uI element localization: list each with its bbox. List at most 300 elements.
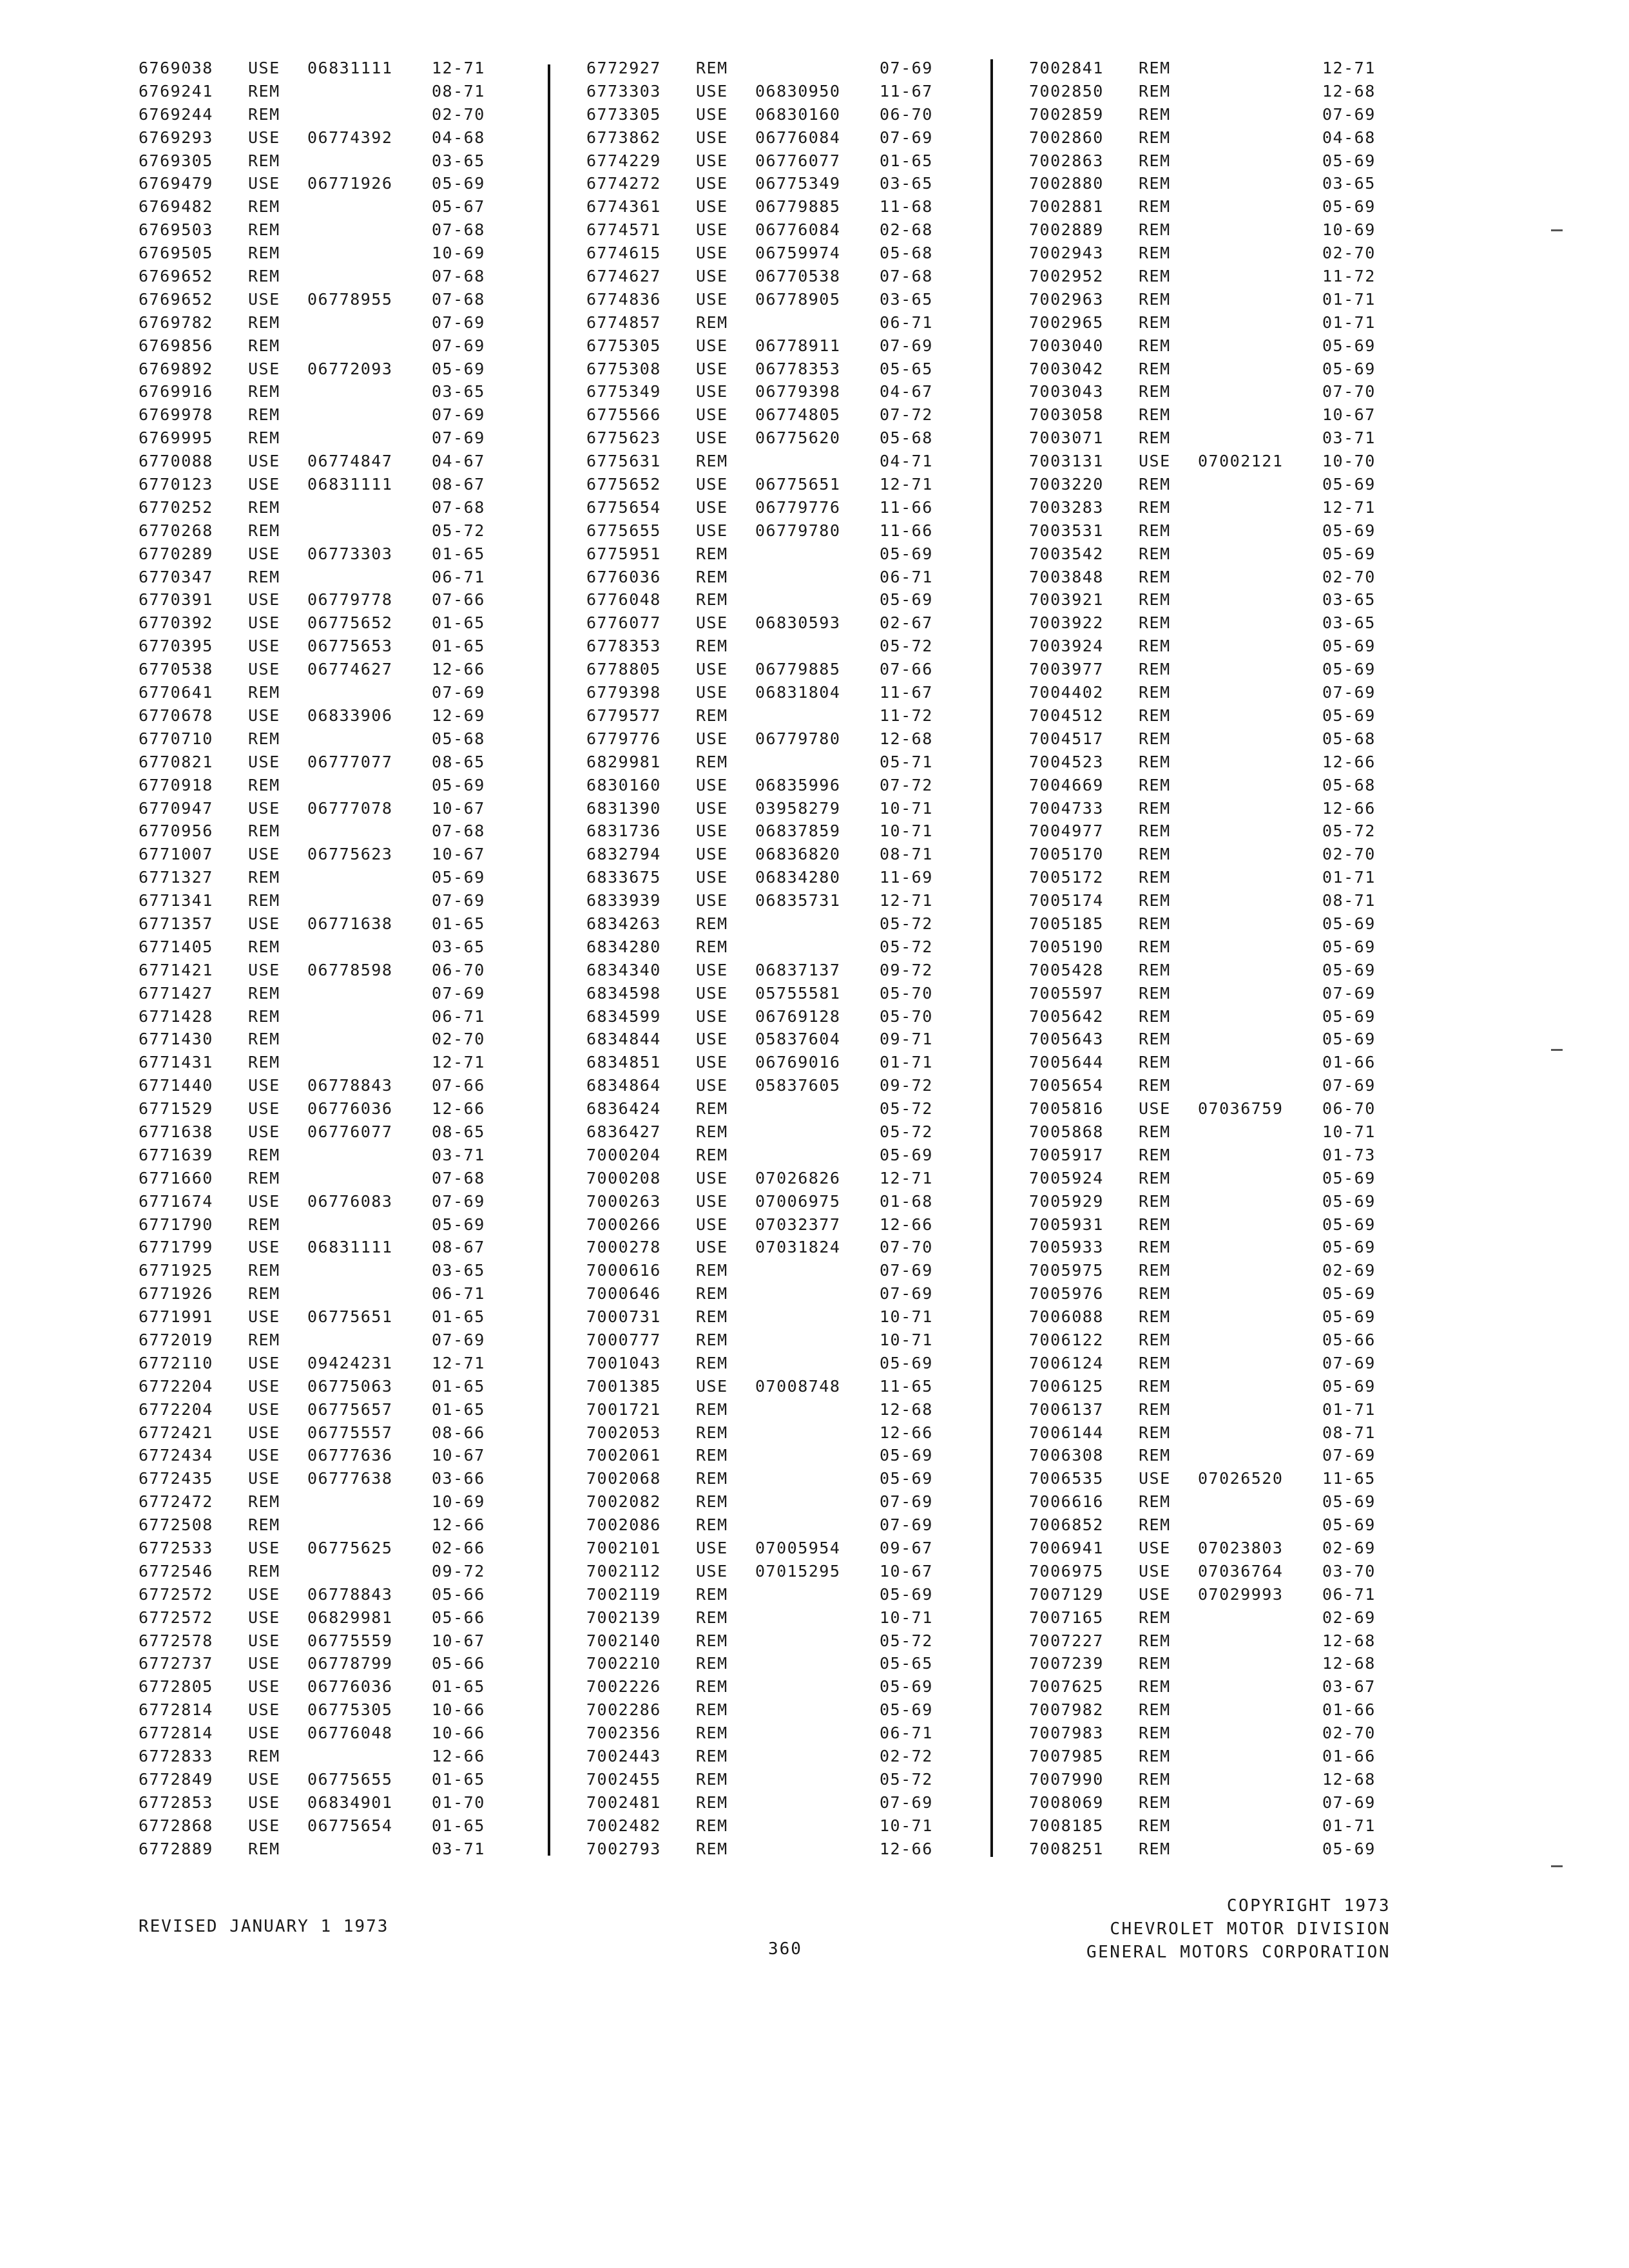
part-number: 6772814 (139, 1724, 213, 1743)
replacement-part-number: 06775625 (307, 1539, 393, 1557)
effective-date: 05-72 (880, 937, 933, 956)
effective-date: 05-69 (1322, 1839, 1376, 1858)
part-entry-row (139, 866, 583, 889)
part-entry-row (139, 936, 583, 959)
effective-date: 03-66 (432, 1469, 485, 1488)
part-number: 6770347 (139, 567, 213, 586)
action-code: REM (248, 983, 280, 1003)
part-number: 7003542 (1029, 544, 1104, 563)
effective-date: 07-69 (880, 1792, 933, 1812)
replacement-part-number: 07029993 (1198, 1584, 1284, 1604)
effective-date: 07-68 (432, 267, 485, 286)
part-number: 7005428 (1029, 960, 1104, 979)
effective-date: 10-66 (432, 1724, 485, 1743)
part-number: 6771430 (139, 1030, 213, 1049)
part-number: 7000208 (586, 1168, 661, 1187)
action-code: USE (696, 475, 728, 494)
part-number: 6775566 (586, 405, 661, 425)
effective-date: 05-69 (1322, 521, 1376, 540)
effective-date: 05-69 (1322, 706, 1376, 725)
part-number: 6778805 (586, 660, 661, 679)
part-entry-row (586, 380, 1031, 403)
part-number: 6770538 (139, 660, 213, 679)
part-number: 7006144 (1029, 1423, 1104, 1442)
effective-date: 09-72 (880, 960, 933, 979)
part-entry-row (586, 889, 1031, 912)
action-code: REM (248, 497, 280, 517)
effective-date: 05-69 (1322, 359, 1376, 378)
part-entry-row (139, 1213, 583, 1236)
part-number: 7003040 (1029, 336, 1104, 355)
part-entry-row (586, 1213, 1031, 1236)
part-number: 7001043 (586, 1353, 661, 1372)
action-code: REM (1139, 267, 1171, 286)
part-number: 6833675 (586, 868, 661, 887)
part-number: 6773862 (586, 128, 661, 147)
effective-date: 12-68 (1322, 1631, 1376, 1650)
part-entry-row (586, 866, 1031, 889)
action-code: REM (1139, 428, 1171, 448)
action-code: USE (248, 475, 280, 494)
part-number: 7002860 (1029, 128, 1104, 147)
action-code: USE (248, 544, 280, 563)
replacement-part-number: 07032377 (755, 1215, 841, 1234)
part-entry-row (139, 1583, 583, 1606)
action-code: USE (696, 891, 728, 910)
part-number: 6779577 (586, 706, 661, 725)
action-code: REM (696, 1584, 728, 1604)
part-number: 7002952 (1029, 267, 1104, 286)
part-number: 7002481 (586, 1792, 661, 1812)
effective-date: 05-69 (1322, 1030, 1376, 1049)
effective-date: 05-69 (1322, 1492, 1376, 1512)
part-entry-row (139, 797, 583, 820)
part-entry-row (586, 774, 1031, 797)
part-entry-row (586, 1560, 1031, 1583)
effective-date: 01-70 (432, 1792, 485, 1812)
part-entry-row (586, 681, 1031, 704)
effective-date: 10-67 (432, 798, 485, 818)
part-number: 7002963 (1029, 289, 1104, 309)
action-code: USE (248, 1191, 280, 1211)
effective-date: 02-69 (1322, 1261, 1376, 1280)
effective-date: 02-69 (1322, 1539, 1376, 1557)
effective-date: 06-71 (1322, 1584, 1376, 1604)
effective-date: 10-69 (1322, 220, 1376, 240)
effective-date: 10-67 (432, 1446, 485, 1465)
part-number: 7003977 (1029, 660, 1104, 679)
part-entry-row (586, 635, 1031, 658)
effective-date: 05-69 (880, 544, 933, 563)
replacement-part-number: 07002121 (1198, 452, 1284, 471)
part-entry-row (586, 334, 1031, 358)
part-number: 6834851 (586, 1053, 661, 1072)
effective-date: 11-69 (880, 868, 933, 887)
part-entry-row (139, 1629, 583, 1653)
part-number: 7007239 (1029, 1654, 1104, 1673)
part-number: 6774615 (586, 244, 661, 263)
action-code: REM (1139, 521, 1171, 540)
action-code: USE (696, 983, 728, 1003)
action-code: USE (696, 845, 728, 864)
part-entry-row (1029, 635, 1474, 658)
effective-date: 07-69 (1322, 683, 1376, 702)
action-code: REM (696, 1353, 728, 1372)
part-entry-row (139, 543, 583, 566)
action-code: USE (248, 1584, 280, 1604)
parts-column-2 (586, 57, 1031, 1860)
part-entry-row (586, 1398, 1031, 1421)
part-number: 7003058 (1029, 405, 1104, 425)
action-code: USE (248, 960, 280, 979)
effective-date: 05-69 (1322, 637, 1376, 656)
effective-date: 03-65 (880, 174, 933, 193)
part-number: 6769293 (139, 128, 213, 147)
action-code: REM (248, 220, 280, 240)
replacement-part-number: 06835731 (755, 891, 841, 910)
part-entry-row (1029, 1444, 1474, 1467)
effective-date: 05-69 (880, 590, 933, 610)
part-entry-row (586, 982, 1031, 1005)
parts-column-1 (139, 57, 583, 1860)
part-entry-row (1029, 936, 1474, 959)
part-number: 6769038 (139, 59, 213, 77)
action-code: USE (696, 1168, 728, 1187)
effective-date: 05-69 (1322, 937, 1376, 956)
effective-date: 07-69 (880, 1515, 933, 1535)
part-number: 6772849 (139, 1769, 213, 1789)
effective-date: 11-67 (880, 683, 933, 702)
part-entry-row (139, 1305, 583, 1329)
part-number: 7005816 (1029, 1099, 1104, 1119)
action-code: USE (696, 81, 728, 101)
effective-date: 07-68 (432, 497, 485, 517)
part-number: 7002863 (1029, 151, 1104, 170)
action-code: USE (1139, 1539, 1171, 1557)
part-entry-row (586, 149, 1031, 173)
action-code: REM (1139, 868, 1171, 887)
replacement-part-number: 06831804 (755, 683, 841, 702)
action-code: USE (248, 289, 280, 309)
action-code: REM (1139, 1816, 1171, 1835)
part-entry-row (1029, 1190, 1474, 1213)
replacement-part-number: 06775559 (307, 1631, 393, 1650)
effective-date: 10-71 (880, 798, 933, 818)
part-number: 6771799 (139, 1238, 213, 1257)
part-number: 6770947 (139, 798, 213, 818)
effective-date: 05-72 (880, 914, 933, 933)
part-number: 6773305 (586, 104, 661, 124)
replacement-part-number: 06830950 (755, 81, 841, 101)
action-code: REM (696, 1492, 728, 1512)
part-entry-row (1029, 1213, 1474, 1236)
effective-date: 11-72 (1322, 267, 1376, 286)
part-number: 7005642 (1029, 1006, 1104, 1026)
action-code: REM (1139, 1376, 1171, 1396)
replacement-part-number: 06774627 (307, 660, 393, 679)
effective-date: 07-70 (1322, 382, 1376, 401)
action-code: USE (248, 1076, 280, 1095)
action-code: USE (248, 613, 280, 633)
part-entry-row (139, 1490, 583, 1514)
part-number: 6775623 (586, 428, 661, 448)
part-number: 6771440 (139, 1076, 213, 1095)
replacement-part-number: 07036764 (1198, 1561, 1284, 1581)
part-number: 7002086 (586, 1515, 661, 1535)
action-code: REM (1139, 1238, 1171, 1257)
part-entry-row (139, 1167, 583, 1190)
part-number: 7002226 (586, 1677, 661, 1696)
part-number: 7004512 (1029, 706, 1104, 725)
action-code: USE (248, 798, 280, 818)
part-number: 6830160 (586, 775, 661, 794)
part-entry-row (139, 1282, 583, 1305)
part-entry-row (139, 1375, 583, 1398)
action-code: REM (696, 1839, 728, 1858)
part-entry-row (586, 1005, 1031, 1028)
action-code: REM (1139, 1215, 1171, 1234)
part-number: 7004517 (1029, 729, 1104, 748)
part-entry-row (1029, 751, 1474, 774)
part-entry-row (139, 1421, 583, 1445)
part-number: 7006124 (1029, 1353, 1104, 1372)
action-code: REM (248, 405, 280, 425)
action-code: USE (248, 1792, 280, 1812)
effective-date: 05-70 (880, 1006, 933, 1026)
part-number: 7000278 (586, 1238, 661, 1257)
part-entry-row (586, 1074, 1031, 1097)
part-number: 7002068 (586, 1469, 661, 1488)
part-entry-row (586, 1282, 1031, 1305)
part-number: 6771991 (139, 1307, 213, 1327)
part-number: 6774857 (586, 312, 661, 332)
action-code: REM (696, 1399, 728, 1419)
part-entry-row (1029, 912, 1474, 936)
part-entry-row (1029, 611, 1474, 635)
page-number: 360 (768, 1939, 802, 1959)
effective-date: 01-65 (880, 151, 933, 170)
part-entry-row (1029, 1768, 1474, 1791)
action-code: REM (696, 914, 728, 933)
margin-mark (1551, 1049, 1563, 1051)
part-number: 6773303 (586, 81, 661, 101)
part-number: 7002053 (586, 1423, 661, 1442)
action-code: REM (248, 775, 280, 794)
effective-date: 05-69 (1322, 1215, 1376, 1234)
action-code: USE (248, 914, 280, 933)
part-entry-row (139, 126, 583, 149)
action-code: REM (248, 1561, 280, 1581)
action-code: USE (248, 706, 280, 725)
part-entry-row (586, 1190, 1031, 1213)
part-number: 6774627 (586, 267, 661, 286)
part-number: 7002443 (586, 1747, 661, 1766)
part-entry-row (1029, 1722, 1474, 1745)
effective-date: 05-69 (1322, 1515, 1376, 1535)
effective-date: 01-71 (1322, 1816, 1376, 1835)
part-entry-row (586, 1352, 1031, 1375)
part-number: 6770710 (139, 729, 213, 748)
effective-date: 05-65 (880, 1654, 933, 1673)
effective-date: 02-67 (880, 613, 933, 633)
replacement-part-number: 06776083 (307, 1191, 393, 1211)
part-number: 6778353 (586, 637, 661, 656)
action-code: REM (1139, 1399, 1171, 1419)
effective-date: 05-70 (880, 983, 933, 1003)
action-code: REM (696, 1654, 728, 1673)
action-code: USE (248, 590, 280, 610)
part-entry-row (586, 450, 1031, 473)
part-number: 7005654 (1029, 1076, 1104, 1095)
replacement-part-number: 06775063 (307, 1376, 393, 1396)
part-entry-row (139, 820, 583, 843)
part-number: 6772546 (139, 1561, 213, 1581)
effective-date: 08-71 (1322, 891, 1376, 910)
replacement-part-number: 06776036 (307, 1677, 393, 1696)
action-code: USE (248, 1654, 280, 1673)
effective-date: 05-69 (880, 1700, 933, 1720)
part-number: 7000204 (586, 1145, 661, 1164)
part-number: 7006941 (1029, 1539, 1104, 1557)
action-code: REM (1139, 1330, 1171, 1349)
part-entry-row (586, 1490, 1031, 1514)
part-entry-row (139, 681, 583, 704)
effective-date: 07-69 (1322, 983, 1376, 1003)
action-code: USE (696, 336, 728, 355)
part-entry-row (1029, 334, 1474, 358)
replacement-part-number: 07008748 (755, 1376, 841, 1396)
effective-date: 05-69 (1322, 544, 1376, 563)
effective-date: 05-72 (880, 1631, 933, 1650)
effective-date: 10-71 (880, 1307, 933, 1327)
action-code: USE (696, 822, 728, 841)
effective-date: 07-69 (432, 683, 485, 702)
effective-date: 05-68 (1322, 775, 1376, 794)
effective-date: 12-66 (432, 660, 485, 679)
action-code: USE (696, 798, 728, 818)
part-entry-row (586, 1629, 1031, 1653)
part-entry-row (586, 172, 1031, 195)
replacement-part-number: 06779778 (307, 590, 393, 610)
effective-date: 05-69 (880, 1469, 933, 1488)
part-entry-row (1029, 1675, 1474, 1698)
part-entry-row (139, 265, 583, 288)
part-number: 7002965 (1029, 312, 1104, 332)
action-code: REM (1139, 289, 1171, 309)
action-code: USE (248, 1099, 280, 1119)
part-number: 7004977 (1029, 822, 1104, 841)
effective-date: 05-66 (432, 1584, 485, 1604)
part-number: 7004669 (1029, 775, 1104, 794)
effective-date: 01-68 (880, 1191, 933, 1211)
effective-date: 05-69 (432, 174, 485, 193)
action-code: USE (248, 637, 280, 656)
part-entry-row (139, 334, 583, 358)
action-code: REM (696, 1677, 728, 1696)
column-divider-1 (548, 64, 550, 1856)
effective-date: 02-69 (1322, 1608, 1376, 1627)
part-number: 6834263 (586, 914, 661, 933)
part-number: 6771007 (139, 845, 213, 864)
action-code: REM (1139, 359, 1171, 378)
part-number: 7002793 (586, 1839, 661, 1858)
action-code: REM (696, 1769, 728, 1789)
part-number: 6772814 (139, 1700, 213, 1720)
action-code: REM (1139, 937, 1171, 956)
part-number: 7003220 (1029, 475, 1104, 494)
action-code: USE (248, 1816, 280, 1835)
part-entry-row (1029, 288, 1474, 311)
part-number: 6831390 (586, 798, 661, 818)
effective-date: 05-72 (880, 1122, 933, 1141)
part-number: 6770821 (139, 752, 213, 771)
part-entry-row (139, 1236, 583, 1259)
effective-date: 03-65 (432, 937, 485, 956)
action-code: USE (248, 1700, 280, 1720)
action-code: USE (248, 59, 280, 77)
action-code: REM (248, 336, 280, 355)
action-code: REM (248, 312, 280, 332)
action-code: USE (248, 174, 280, 193)
effective-date: 01-65 (432, 1376, 485, 1396)
effective-date: 05-69 (1322, 660, 1376, 679)
effective-date: 01-71 (1322, 289, 1376, 309)
part-number: 7003283 (1029, 497, 1104, 517)
replacement-part-number: 06775654 (307, 1816, 393, 1835)
replacement-part-number: 06775557 (307, 1423, 393, 1442)
action-code: REM (1139, 1769, 1171, 1789)
action-code: REM (1139, 891, 1171, 910)
action-code: USE (696, 613, 728, 633)
effective-date: 03-65 (1322, 613, 1376, 633)
effective-date: 02-70 (432, 104, 485, 124)
effective-date: 07-69 (880, 336, 933, 355)
part-entry-row (139, 704, 583, 727)
effective-date: 12-68 (1322, 1769, 1376, 1789)
part-entry-row (139, 242, 583, 265)
part-number: 6775951 (586, 544, 661, 563)
part-entry-row (1029, 1490, 1474, 1514)
replacement-part-number: 06776077 (307, 1122, 393, 1141)
part-entry-row (586, 358, 1031, 381)
effective-date: 05-69 (1322, 960, 1376, 979)
part-number: 6772204 (139, 1399, 213, 1419)
part-number: 7001385 (586, 1376, 661, 1396)
part-entry-row (586, 1722, 1031, 1745)
action-code: REM (1139, 1677, 1171, 1696)
part-number: 6772421 (139, 1423, 213, 1442)
part-number: 7002881 (1029, 197, 1104, 216)
effective-date: 10-67 (1322, 405, 1376, 425)
part-entry-row (139, 288, 583, 311)
action-code: REM (248, 567, 280, 586)
part-entry-row (586, 519, 1031, 543)
part-entry-row (586, 1028, 1031, 1051)
action-code: REM (1139, 1261, 1171, 1280)
part-number: 6770123 (139, 475, 213, 494)
effective-date: 04-68 (1322, 128, 1376, 147)
part-entry-row (1029, 1537, 1474, 1560)
part-number: 6772572 (139, 1584, 213, 1604)
replacement-part-number: 07005954 (755, 1539, 841, 1557)
replacement-part-number: 06778843 (307, 1076, 393, 1095)
replacement-part-number: 06772093 (307, 359, 393, 378)
part-number: 6770268 (139, 521, 213, 540)
action-code: REM (248, 683, 280, 702)
part-entry-row (139, 1444, 583, 1467)
action-code: USE (696, 683, 728, 702)
part-number: 7006535 (1029, 1469, 1104, 1488)
